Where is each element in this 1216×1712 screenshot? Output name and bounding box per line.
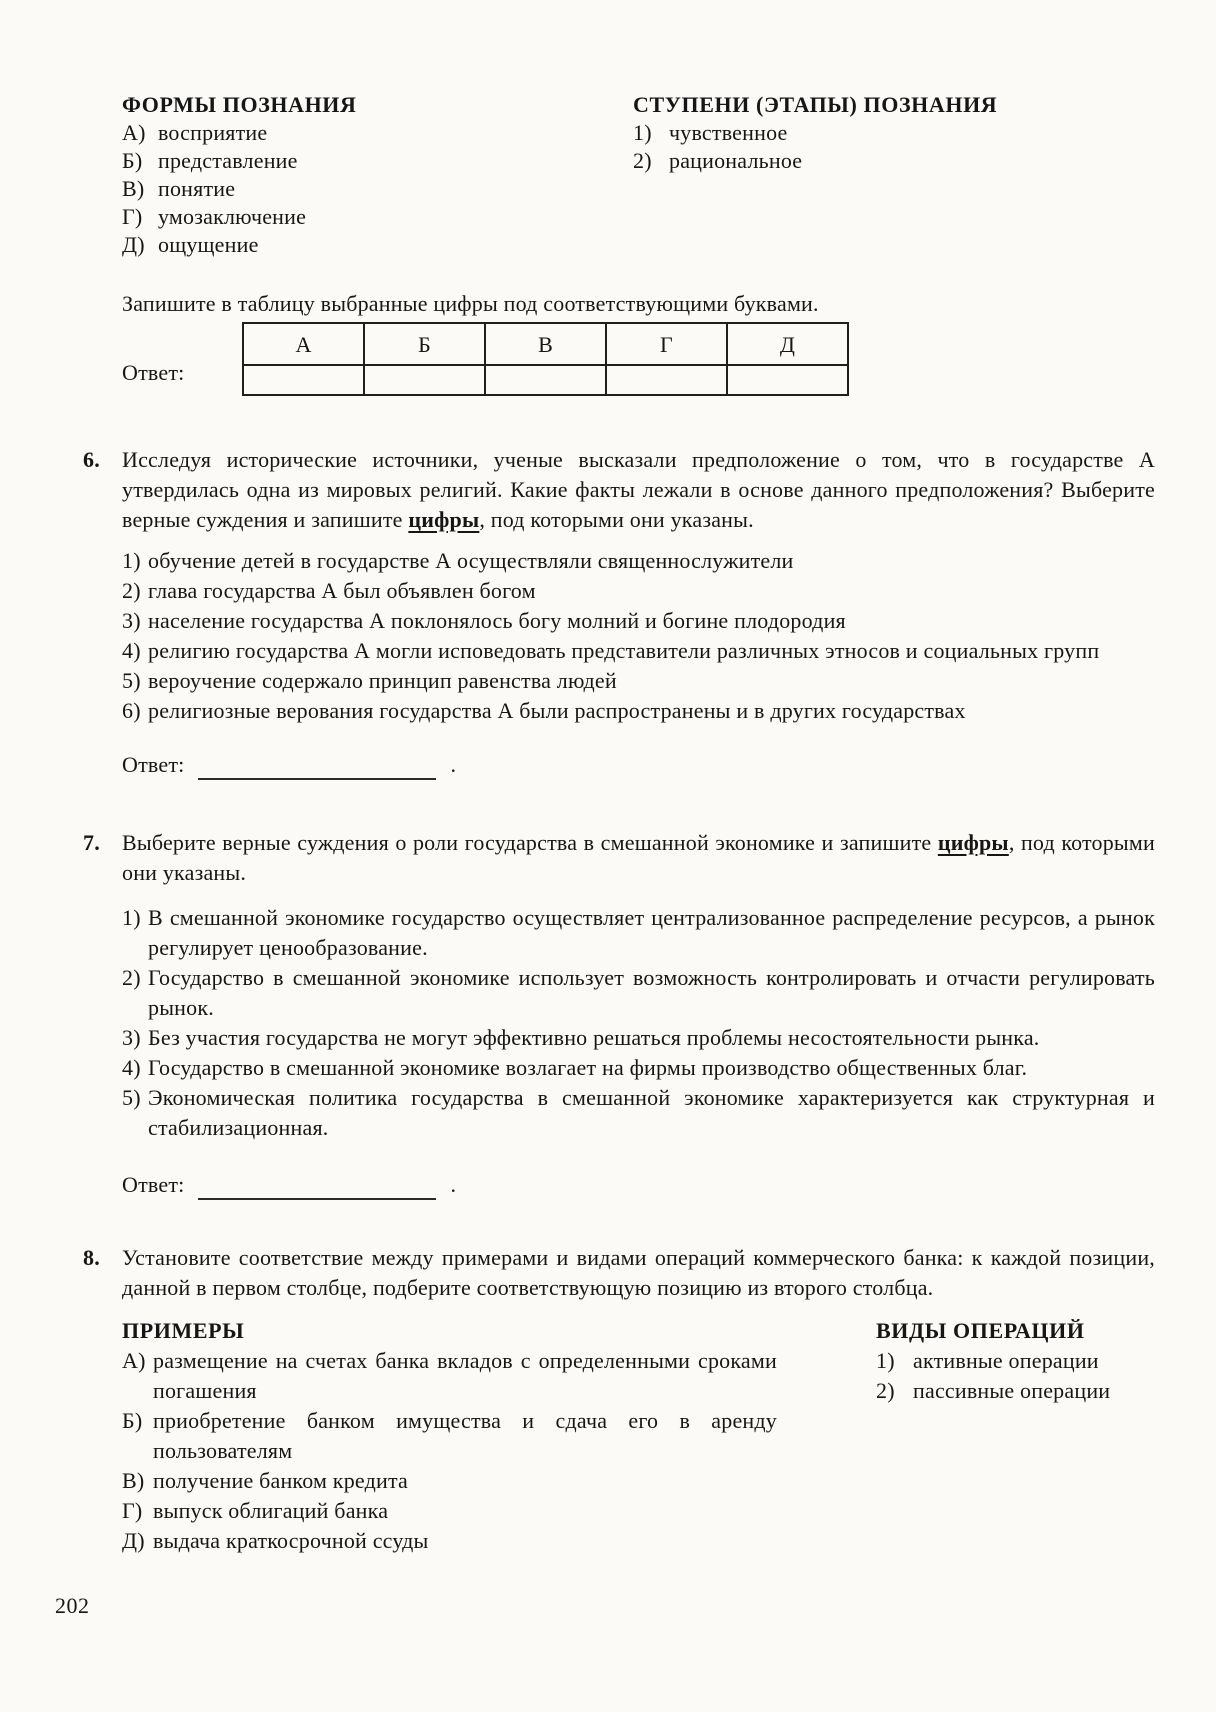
answer-period: . bbox=[450, 1172, 457, 1197]
page-number: 202 bbox=[55, 1593, 90, 1618]
list-item bbox=[122, 231, 633, 259]
question-6-options bbox=[122, 546, 1155, 726]
question-text-part: Выберите верные суждения о роли государства в смешанной экономике и запишите bbox=[122, 830, 938, 855]
item-label: 1) bbox=[633, 120, 652, 145]
option-text: обучение детей в государстве А осуществляли священнослужители bbox=[148, 548, 794, 573]
emphasized-word: цифры bbox=[408, 507, 480, 532]
list-item bbox=[122, 1526, 777, 1556]
operation-types-column bbox=[876, 1316, 1156, 1556]
question-6-text bbox=[122, 445, 1155, 535]
question-7 bbox=[83, 828, 1155, 1200]
option-label: 2) bbox=[122, 965, 141, 990]
item-label: Б) bbox=[122, 1408, 143, 1433]
option-label: 1) bbox=[122, 905, 141, 930]
list-item bbox=[876, 1376, 1156, 1406]
option-text: религию государства А могли исповедовать представители различных этносов и социальных групп bbox=[148, 638, 1100, 663]
table-instruction: Запишите в таблицу выбранные цифры под соответствующими буквами. bbox=[122, 291, 819, 316]
option-item bbox=[122, 636, 1155, 666]
item-label: 2) bbox=[633, 148, 652, 173]
item-label: 1) bbox=[876, 1348, 895, 1373]
stages-column bbox=[633, 91, 1155, 259]
list-item bbox=[633, 147, 1155, 175]
list-item bbox=[122, 1406, 777, 1466]
question-8-text: Установите соответствие между примерами и видами операций коммерческого банка: к каждой позиции, данной в первом столбце, подберите соответствующую позицию из второго столбца. bbox=[122, 1245, 1155, 1300]
header-cell: Б bbox=[364, 323, 485, 365]
forms-column bbox=[122, 91, 633, 259]
item-text: приобретение банком имущества и сдача его в аренду пользователям bbox=[153, 1408, 777, 1463]
item-label: А) bbox=[122, 120, 146, 145]
option-text: Государство в смешанной экономике использует возможность контролировать и отчасти регулировать рынок. bbox=[148, 965, 1155, 1020]
option-item bbox=[122, 696, 1155, 726]
option-label: 5) bbox=[122, 668, 141, 693]
question-text-part: Исследуя исторические источники, ученые высказали предположение о том, что в государстве А утвердилась одна из мировых религий. Какие факты лежали в основе данного предположения? Выберите верные суждения и запишите bbox=[122, 447, 1155, 532]
examples-column-title: ПРИМЕРЫ bbox=[122, 1318, 245, 1343]
header-cell: Г bbox=[606, 323, 727, 365]
option-text: Экономическая политика государства в смешанной экономике характеризуется как структурная и стабилизационная. bbox=[148, 1085, 1155, 1140]
answer-label: Ответ: bbox=[122, 360, 185, 385]
item-label: Г) bbox=[122, 204, 143, 229]
option-label: 1) bbox=[122, 548, 141, 573]
question-7-text bbox=[122, 828, 1155, 888]
option-label: 4) bbox=[122, 638, 141, 663]
option-item bbox=[122, 963, 1155, 1023]
operation-types-list bbox=[876, 1346, 1156, 1406]
list-item bbox=[122, 1346, 777, 1406]
item-text: понятие bbox=[158, 176, 236, 201]
question-8 bbox=[83, 1243, 1155, 1556]
option-text: В смешанной экономике государство осуществляет централизованное распределение ресурсов, а рынок регулирует ценообразование. bbox=[148, 905, 1155, 960]
option-item bbox=[122, 666, 1155, 696]
item-text: активные операции bbox=[913, 1348, 1099, 1373]
list-item bbox=[876, 1346, 1156, 1376]
option-item bbox=[122, 903, 1155, 963]
header-cell: Д bbox=[727, 323, 848, 365]
option-item bbox=[122, 1083, 1155, 1143]
option-item bbox=[122, 1053, 1155, 1083]
answer-table bbox=[242, 322, 849, 396]
answer-label: Ответ: bbox=[122, 1172, 185, 1197]
item-label: Б) bbox=[122, 148, 143, 173]
item-label: А) bbox=[122, 1348, 146, 1373]
option-text: население государства А поклонялось богу молний и богине плодородия bbox=[148, 608, 846, 633]
matching-block bbox=[122, 91, 1155, 396]
option-item bbox=[122, 546, 1155, 576]
item-text: умозаключение bbox=[158, 204, 307, 229]
option-label: 4) bbox=[122, 1055, 141, 1080]
forms-list bbox=[122, 119, 633, 259]
question-6 bbox=[83, 445, 1155, 780]
item-text: получение банком кредита bbox=[153, 1468, 408, 1493]
forms-column-title: ФОРМЫ ПОЗНАНИЯ bbox=[122, 92, 357, 117]
option-label: 3) bbox=[122, 1025, 141, 1050]
option-label: 2) bbox=[122, 578, 141, 603]
header-cell: В bbox=[485, 323, 606, 365]
list-item bbox=[122, 147, 633, 175]
option-item bbox=[122, 606, 1155, 636]
answer-cell bbox=[606, 365, 727, 395]
item-text: размещение на счетах банка вкладов с определенными сроками погашения bbox=[153, 1348, 777, 1403]
answer-table-value-row bbox=[243, 365, 848, 395]
matching-columns bbox=[122, 91, 1155, 259]
examples-column bbox=[122, 1316, 777, 1556]
answer-cell bbox=[364, 365, 485, 395]
option-text: глава государства А был объявлен богом bbox=[148, 578, 536, 603]
answer-cell bbox=[485, 365, 606, 395]
option-label: 6) bbox=[122, 698, 141, 723]
question-7-answer-line bbox=[122, 1170, 1155, 1200]
examples-list bbox=[122, 1346, 777, 1556]
option-text: Без участия государства не могут эффективно решаться проблемы несостоятельности рынка. bbox=[148, 1025, 1040, 1050]
item-label: Д) bbox=[122, 232, 145, 257]
list-item bbox=[122, 203, 633, 231]
item-text: выдача краткосрочной ссуды bbox=[153, 1528, 429, 1553]
question-6-answer-line bbox=[122, 750, 1155, 780]
answer-blank bbox=[198, 753, 436, 780]
option-text: Государство в смешанной экономике возлагает на фирмы производство общественных благ. bbox=[148, 1055, 1028, 1080]
answer-period: . bbox=[450, 752, 457, 777]
option-label: 3) bbox=[122, 608, 141, 633]
question-6-number: 6. bbox=[83, 447, 100, 472]
option-item bbox=[122, 576, 1155, 606]
item-label: 2) bbox=[876, 1378, 895, 1403]
question-7-number: 7. bbox=[83, 830, 100, 855]
item-label: В) bbox=[122, 1468, 145, 1493]
stages-column-title: СТУПЕНИ (ЭТАПЫ) ПОЗНАНИЯ bbox=[633, 92, 998, 117]
item-text: рациональное bbox=[669, 148, 803, 173]
list-item bbox=[122, 1496, 777, 1526]
item-label: Д) bbox=[122, 1528, 145, 1553]
list-item bbox=[122, 1466, 777, 1496]
option-text: вероучение содержало принцип равенства людей bbox=[148, 668, 617, 693]
item-label: Г) bbox=[122, 1498, 143, 1523]
answer-cell bbox=[727, 365, 848, 395]
question-text-part: , под которыми они указаны. bbox=[479, 507, 754, 532]
answer-cell bbox=[243, 365, 364, 395]
stages-list bbox=[633, 119, 1155, 175]
item-text: ощущение bbox=[158, 232, 259, 257]
list-item bbox=[633, 119, 1155, 147]
answer-table-row bbox=[122, 322, 1155, 396]
emphasized-word: цифры bbox=[937, 830, 1009, 855]
question-8-columns bbox=[122, 1316, 1155, 1556]
option-item bbox=[122, 1023, 1155, 1053]
header-cell: А bbox=[243, 323, 364, 365]
answer-blank bbox=[198, 1173, 436, 1200]
item-text: пассивные операции bbox=[913, 1378, 1111, 1403]
item-text: восприятие bbox=[158, 120, 268, 145]
list-item bbox=[122, 175, 633, 203]
list-item bbox=[122, 119, 633, 147]
answer-label: Ответ: bbox=[122, 752, 185, 777]
item-text: представление bbox=[158, 148, 298, 173]
question-8-number: 8. bbox=[83, 1245, 100, 1270]
question-7-options bbox=[122, 903, 1155, 1143]
item-label: В) bbox=[122, 176, 145, 201]
operation-types-title: ВИДЫ ОПЕРАЦИЙ bbox=[876, 1318, 1085, 1343]
option-text: религиозные верования государства А были распространены и в других государствах bbox=[148, 698, 966, 723]
question-text-part: , под которыми они указаны. bbox=[122, 830, 1155, 885]
option-label: 5) bbox=[122, 1085, 141, 1110]
item-text: чувственное bbox=[669, 120, 788, 145]
answer-table-header-row bbox=[243, 323, 848, 365]
item-text: выпуск облигаций банка bbox=[153, 1498, 389, 1523]
